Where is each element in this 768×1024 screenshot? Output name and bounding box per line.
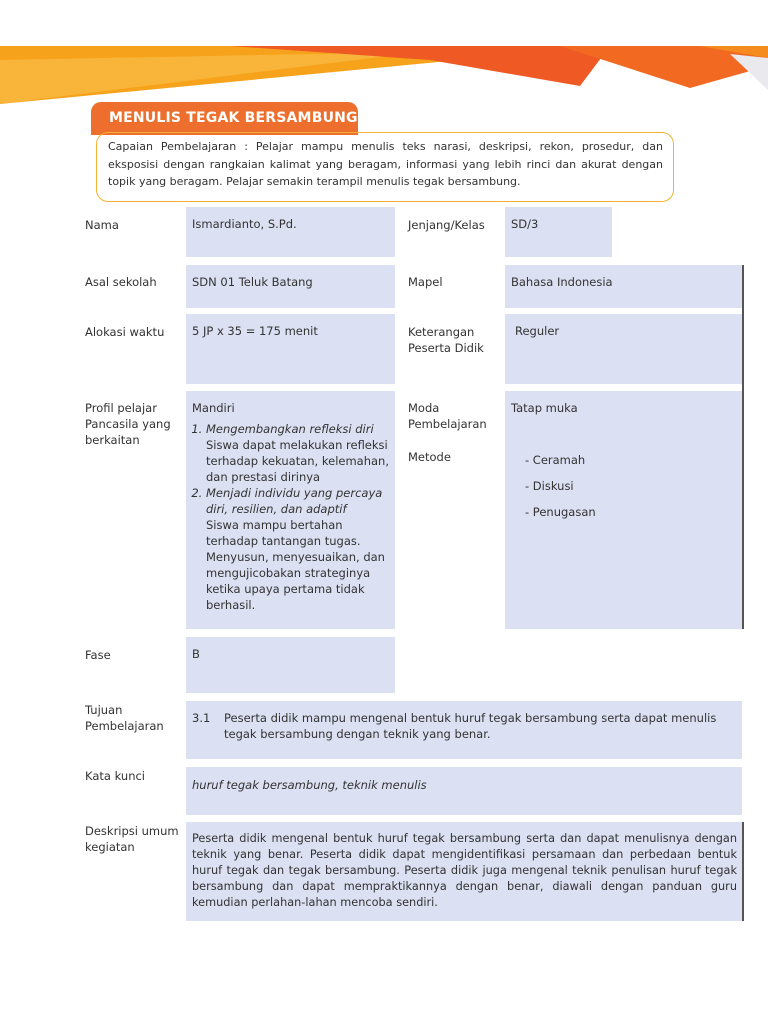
metode-item-penugasan: - Penugasan: [525, 505, 596, 519]
tujuan-text: Peserta didik mampu mengenal bentuk huruf tegak bersambung serta dapat menulis tegak bersambung dengan teknik yang benar.: [224, 711, 717, 741]
profil-list: [192, 421, 389, 613]
label-jenjang: Jenjang/Kelas: [408, 218, 485, 232]
metode-item-diskusi: - Diskusi: [525, 479, 574, 493]
profil-value: Mandiri: [192, 401, 235, 415]
label-nama: Nama: [85, 218, 119, 232]
label-profil-pelajar: Profil pelajar Pancasila yang berkaitan: [85, 401, 171, 447]
label-tujuan: Tujuan Pembelajaran: [85, 703, 164, 733]
profil-item: 1. Mengembangkan refleksi diri Siswa dapat melakukan refleksi terhadap kekuatan, kelemahan, dan prestasi dirinya: [206, 421, 389, 485]
label-keterangan: Keterangan Peserta Didik: [408, 325, 484, 355]
label-fase: Fase: [85, 648, 111, 662]
metode-item-ceramah: - Ceramah: [525, 453, 586, 467]
value-nama: Ismardianto, S.Pd.: [186, 207, 395, 257]
capaian-pembelajaran-box: Capaian Pembelajaran : Pelajar mampu menulis teks narasi, deskripsi, rekon, prosedur, dan eksposisi dengan rangkaian kalimat yang beragam, informasi yang lebih rinci dan akurat dengan topik yang beragam. Pelajar semakin terampil menulis tegak bersambung.: [96, 132, 674, 202]
table-border-right-bottom: [742, 822, 744, 921]
profil-item: 2. Menjadi individu yang percaya diri, resilien, dan adaptif Siswa mampu bertahan terhadap tantangan tugas. Menyusun, menyesuaikan, dan mengujicobakan strateginya ketika upaya pertama tidak berhasil.: [206, 485, 389, 613]
value-tujuan: [186, 701, 742, 759]
label-moda-pembelajaran: Moda Pembelajaran: [408, 401, 487, 431]
label-kata-kunci: Kata kunci: [85, 769, 145, 783]
tujuan-number: 3.1: [192, 711, 211, 725]
value-fase: B: [186, 637, 395, 693]
value-alokasi-waktu: 5 JP x 35 = 175 menit: [186, 314, 395, 384]
value-keterangan: Reguler: [505, 314, 742, 384]
value-jenjang: SD/3: [505, 207, 612, 257]
table-border-right: [742, 265, 744, 629]
section-title: MENULIS TEGAK BERSAMBUNG: [91, 102, 358, 135]
value-moda: Tatap muka: [511, 401, 578, 415]
header-banner: [0, 0, 768, 110]
label-asal-sekolah: Asal sekolah: [85, 275, 157, 289]
label-mapel: Mapel: [408, 275, 443, 289]
value-mapel: Bahasa Indonesia: [505, 265, 742, 308]
label-deskripsi: Deskripsi umum kegiatan: [85, 824, 179, 854]
value-kata-kunci: huruf tegak bersambung, teknik menulis: [186, 767, 742, 815]
value-deskripsi: Peserta didik mengenal bentuk huruf tegak bersambung serta dan dapat menulisnya dengan teknik yang benar. Peserta didik dapat mengidentifikasi persamaan dan perbedaan bentuk huruf tegak dan tegak bersambung. Peserta didik juga mengenal teknik penulisan huruf tegak bersambung dan dapat mempraktikannya dengan benar, diawali dengan panduan guru kemudian perlahan-lahan mencoba sendiri.: [186, 822, 742, 921]
value-moda-metode: [505, 391, 742, 629]
label-alokasi-waktu: Alokasi waktu: [85, 325, 165, 339]
value-profil-pelajar: [186, 391, 395, 629]
label-metode: Metode: [408, 450, 451, 464]
value-asal-sekolah: SDN 01 Teluk Batang: [186, 265, 395, 308]
